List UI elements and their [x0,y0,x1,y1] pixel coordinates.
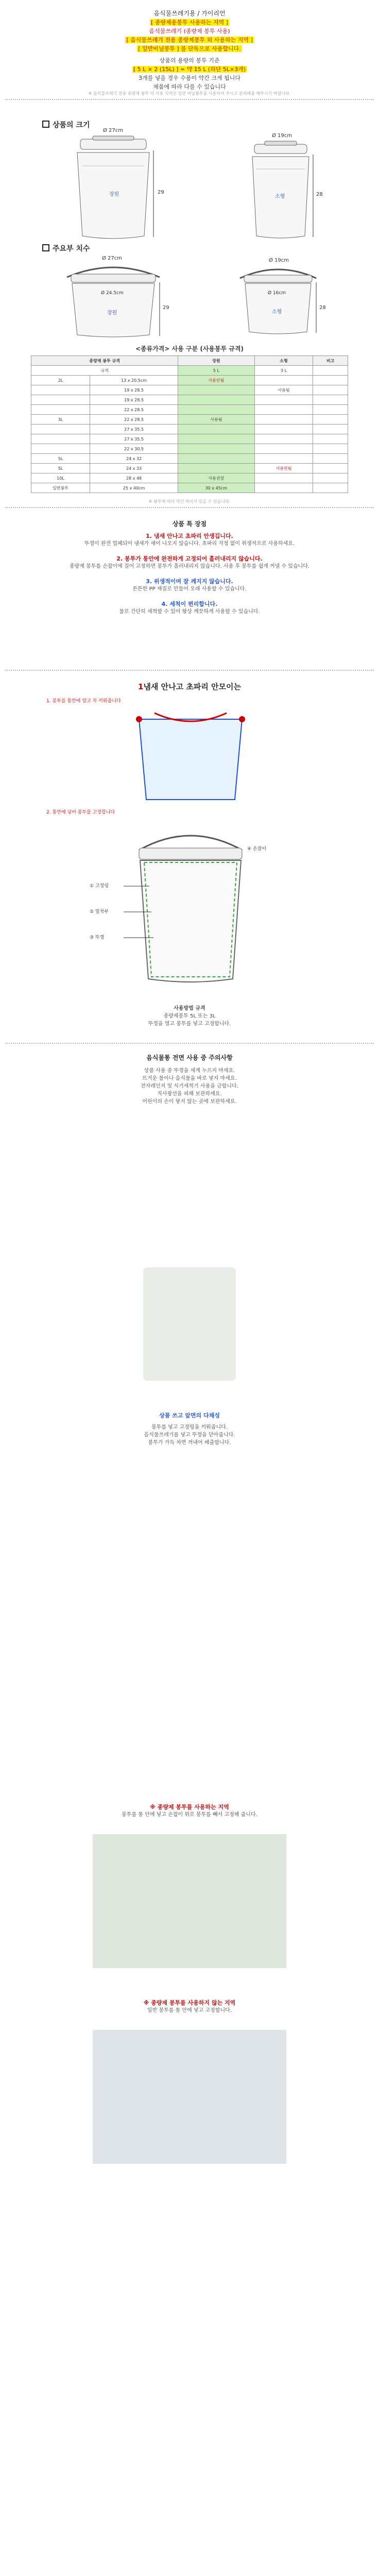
header-line-5: 상품의 용량의 봉투 기준 [159,57,220,64]
table-cell [31,425,90,434]
table-title: <종류가격> 사용 구분 (사용봉투 규격) [135,345,244,352]
table-cell [313,405,348,415]
features-title: 상품 특 장점 [172,520,207,528]
table-row [31,376,348,385]
table-cell [254,434,313,444]
caution-line: 전자레인지 및 식기세척기 사용을 금합니다. [141,1083,238,1089]
feature-3-body: 튼튼한 PP 재질로 만들어 오래 사용할 수 있습니다. [132,586,247,592]
table-cell [254,483,313,493]
feature-3-head: 3. 위생적이며 잘 깨지지 않습니다. [146,578,233,585]
table-cell [178,434,254,444]
howto-title: 상품 쓰고 앞면의 다채성 [159,1412,220,1419]
feature-1-body: 뚜껑이 완전 밀폐되어 냄새가 새어 나오지 않습니다. 초파리 걱정 없이 위생적으로 사용하세요. [84,541,295,547]
table-cell [254,454,313,464]
parts-large-label: 장원 [107,310,117,316]
pail-small-parts [232,258,326,336]
pail-small-height: 28 [316,192,323,197]
warning-step2: 2. 통안에 넣어 봉투를 고정합니다 [46,810,115,815]
table-cell [313,483,348,493]
header-line-1: [ 종량제용봉투 사용하는 지역 ] [150,19,229,26]
photo-caption-2-body: 일반 봉투를 통 안에 넣고 고정합니다. [147,2008,232,2013]
caution-line: 뜨거운 물이나 음식물을 바로 넣지 마세요. [142,1076,237,1081]
table-row [31,473,348,483]
feature-2-body: 종량제 봉투를 손잡이에 걸어 고정하면 봉투가 흘러내리지 않습니다. 사용 후 봉투를 쉽게 꺼낼 수 있습니다. [69,564,310,569]
table-cell: 사용안됨 [178,376,254,385]
parts-large-inner: Ø 24.5cm [101,291,124,296]
table-cell [313,376,348,385]
table-cell: 10L [31,473,90,483]
table-cell: 5L [31,464,90,473]
header-note: ※ 음식물쓰레기 전용 종량제 봉투 미 사용 지역은 일반 비닐봉투를 사용하여 주시고 분리배출 해주시기 바랍니다. [88,91,291,96]
pail-large-height: 29 [158,190,164,195]
table-sub-row [31,366,348,376]
howto-section [21,1412,358,1447]
table-body [31,376,348,493]
parts-small-height: 28 [319,305,326,311]
feature-4-body: 물로 간단히 세척할 수 있어 항상 깨끗하게 사용할 수 있습니다. [119,609,260,615]
point-2: ② 밀착부 [90,909,109,914]
table-row [31,483,348,493]
table-cell [178,395,254,405]
pail-small-label: 소형 [275,194,285,199]
photo-caption-2-title: ※ 종량제 봉투를 사용하지 않는 지역 [143,1999,236,2006]
table-cell: 5 L [178,366,254,376]
table-cell: 사용안됨 [254,464,313,473]
table-head-cell: 종량제 봉투 규격 [31,356,178,366]
photo-usage-2 [93,2030,286,2164]
photo-caption-1 [21,1803,358,1819]
table-cell [31,434,90,444]
table-row [31,395,348,405]
table-cell: 규격 [31,366,178,376]
table-cell [313,464,348,473]
header-line-7: 3개를 넣을 경우 수용이 약간 크게 됩니다 [139,75,240,81]
point-4: ④ 손잡이 [247,846,267,852]
table-cell: 3 L [254,366,313,376]
table-cell: 22 x 30.5 [90,444,178,454]
table-cell [313,395,348,405]
usage-section [21,1005,358,1028]
table-head-cell: 소형 [254,356,313,366]
table-cell [31,395,90,405]
feature-2-head: 2. 봉투가 통안에 완전하게 고정되어 흘러내리지 않습니다. [116,555,263,562]
caution-line: 직사광선을 피해 보관하세요. [157,1091,222,1097]
table-cell [313,385,348,395]
table-cell [178,385,254,395]
table-cell: 13 x 20.5cm [90,376,178,385]
table-cell: 5L [31,454,90,464]
table-cell [313,454,348,464]
table-cell [313,434,348,444]
header-line-3: [ 음식물쓰레기 전용 종량제봉투 외 사용하는 지역 ] [126,37,253,43]
table-cell [178,444,254,454]
header-line-6: [ 5 L × 2 (15L) ] = 약 15 L (하단 5L×3개) [133,66,246,73]
header-line-8: 제품에 따라 다를 수 있습니다 [153,83,226,90]
point-3: ③ 뚜껑 [90,935,105,940]
divider [5,670,374,671]
table-cell [313,415,348,425]
pail-large-parts [57,256,170,339]
square-icon [42,244,49,251]
features-section [21,520,358,616]
table-cell: 27 x 35.5 [90,425,178,434]
table-cell [313,473,348,483]
table-row [31,434,348,444]
usage-line-1: 종량제봉투 5L 또는 3L [163,1013,216,1019]
square-icon [42,121,49,128]
pail-large-size [62,128,165,248]
parts-title: 주요부 치수 [42,243,90,253]
pail-cross-section [90,824,288,989]
table-cell: 2L [31,376,90,385]
pail-large-width: Ø 27cm [103,128,124,133]
table-row [31,415,348,425]
table-cell [178,464,254,473]
table-cell: 24 x 32 [90,454,178,464]
table-cell: 19 x 28.5 [90,395,178,405]
table-cell [31,405,90,415]
table-foot: ※ 봉투에 따라 약간 차이가 있을 수 있습니다. [148,499,231,504]
table-row [31,405,348,415]
howto-line: 음식물쓰레기를 넣고 뚜껑을 닫아줍니다. [144,1432,235,1438]
parts-large-height: 29 [163,305,169,311]
table-cell [313,425,348,434]
usage-title: 사용방법 규격 [174,1006,205,1011]
table-cell [178,405,254,415]
parts-small-label: 소형 [272,309,282,315]
cautions-title: 음식물통 전면 사용 중 주의사항 [146,1054,233,1061]
howto-line: 봉투가 가득 차면 꺼내어 배출합니다. [148,1440,231,1446]
divider [5,99,374,100]
product-photo [143,1267,236,1381]
photo-caption-1-title: ※ 종량제 봉투를 사용하는 지역 [150,1804,229,1810]
table-cell: 사용됨 [178,415,254,425]
caution-line: 상품 사용 중 뚜껑을 세게 누르지 마세요. [144,1068,235,1074]
photo-caption-1-body: 봉투를 통 안에 넣고 손잡이 위로 봉투를 빼서 고정해 줍니다. [122,1812,257,1818]
table-head-cell: 비고 [313,356,348,366]
table-row [31,444,348,454]
bag-fit-diagram [118,709,263,802]
feature-1-head: 1. 냄새 안나고 초파리 안생깁니다. [146,533,233,539]
table-cell [254,405,313,415]
usage-line-2: 뚜껑을 열고 봉투를 넣고 고정합니다. [148,1021,231,1027]
table-head-row [31,356,348,366]
header-line-4: [ 일반비닐봉투 ] 를 단독으로 사용합니다. [138,45,241,52]
table-cell [254,395,313,405]
caution-line: 어린이의 손이 닿지 않는 곳에 보관하세요. [142,1099,237,1105]
pail-small-width: Ø 19cm [272,133,292,139]
table-cell: 22 x 28.5 [90,405,178,415]
sizes-title: 상품의 크기 [42,120,90,130]
table-cell: 27 x 35.5 [90,434,178,444]
warning-step1: 1. 봉투를 통안에 밀고 꼭 끼워줍니다 [46,699,121,704]
table-cell [254,425,313,434]
table-cell [178,425,254,434]
point-1: ① 고정링 [90,884,109,889]
feature-4-head: 4. 세척이 편리합니다. [161,601,218,607]
howto-line: 봉투를 넣고 고정링을 끼워줍니다. [151,1425,228,1430]
pail-small-size [242,133,323,243]
table-cell [254,376,313,385]
table-row [31,425,348,434]
header-line-2: 음식물쓰레기 (종량제 봉투 사용) [149,28,230,35]
divider [5,507,374,508]
table-cell [178,454,254,464]
table-cell: 3L [31,415,90,425]
table-cell: 일반봉투 [31,483,90,493]
table-cell [313,444,348,454]
parts-small-width: Ø 19cm [269,258,289,263]
table-cell [254,415,313,425]
header-notice [0,9,379,91]
table-row [31,464,348,473]
header-title: 음식물쓰레기용 / 가이리언 [153,10,226,17]
photo-caption-2 [21,1999,358,2014]
table-cell [31,385,90,395]
parts-large-width: Ø 27cm [102,256,123,261]
table-cell [254,444,313,454]
table-cell: 28 x 48 [90,473,178,483]
table-cell [254,473,313,483]
table-row [31,385,348,395]
parts-small-inner: Ø 16cm [268,291,286,296]
divider [5,1043,374,1044]
photo-usage-1 [93,1834,286,1968]
table-cell [313,366,348,376]
table-cell: 22 x 28.5 [90,415,178,425]
warning-title: 1냄새 안나고 초파리 안모이는 [138,682,241,691]
table-cell: 사용됨 [254,385,313,395]
table-cell: 25 x 40cm [90,483,178,493]
cautions-section [21,1054,358,1106]
table-row [31,454,348,464]
pail-large-label: 장원 [109,192,119,197]
bag-size-table [31,355,348,493]
table-cell: 30 x 45cm [178,483,254,493]
table-cell: 19 x 28.5 [90,385,178,395]
table-head-cell: 장원 [178,356,254,366]
table-cell [31,444,90,454]
table-cell: 24 x 33 [90,464,178,473]
table-cell: 사용권장 [178,473,254,483]
